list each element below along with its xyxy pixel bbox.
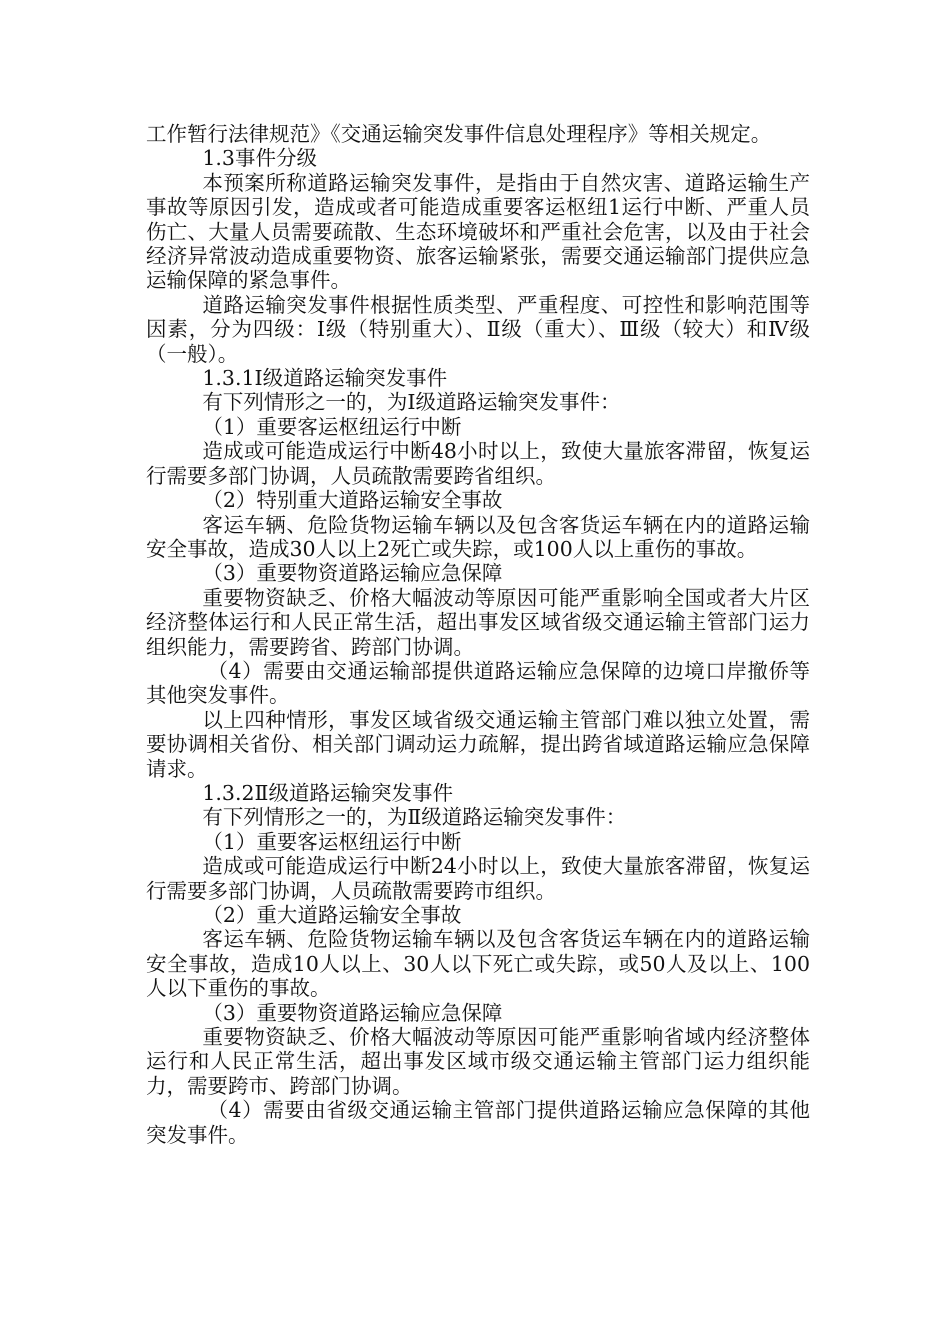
paragraph-level1-4: （4）需要由交通运输部提供道路运输应急保障的边境口岸撤侨等其他突发事件。 [146, 658, 810, 708]
item-heading-level2-2: （2）重大道路运输安全事故 [202, 903, 462, 927]
paragraph-level1-3: 重要物资缺乏、价格大幅波动等原因可能严重影响全国或者大片区经济整体运行和人民正常生活，超出事发区域省级交通运输主管部门运力组织能力，需要跨省、跨部门协调。 [146, 585, 810, 659]
paragraph-definition: 本预案所称道路运输突发事件，是指由于自然灾害、道路运输生产事故等原因引发，造成或者可能造成重要客运枢纽1运行中断、严重人员伤亡、大量人员需要疏散、生态环境破坏和严重社会危害，以及由于社会经济异常波动造成重要物资、旅客运输紧张，需要交通运输部门提供应急运输保障的紧急事件。 [146, 170, 810, 293]
section-heading-1-3-1: 1.3.1Ⅰ级道路运输突发事件 [202, 366, 448, 391]
section-heading-1-3: 1.3事件分级 [202, 146, 317, 171]
paragraph-continuation: 工作暂行法律规范》《交通运输突发事件信息处理程序》等相关规定。 [146, 122, 772, 146]
paragraph-level1-summary: 以上四种情形，事发区域省级交通运输主管部门难以独立处置，需要协调相关省份、相关部门调动运力疏解，提出跨省域道路运输应急保障请求。 [146, 707, 810, 781]
item-heading-level1-3: （3）重要物资道路运输应急保障 [202, 561, 503, 586]
paragraph-level1-1: 造成或可能造成运行中断48小时以上，致使大量旅客滞留，恢复运行需要多部门协调，人员疏散需要跨省组织。 [146, 439, 810, 488]
paragraph-level2-2: 客运车辆、危险货物运输车辆以及包含客货运车辆在内的道路运输安全事故，造成10人以上、30人以下死亡或失踪，或50人及以上、100人以下重伤的事故。 [146, 927, 810, 1001]
paragraph-level2-4: （4）需要由省级交通运输主管部门提供道路运输应急保障的其他突发事件。 [146, 1098, 810, 1147]
paragraph-level2-intro: 有下列情形之一的，为Ⅱ级道路运输突发事件： [202, 805, 627, 830]
item-heading-level2-1: （1）重要客运枢纽运行中断 [202, 829, 462, 854]
paragraph-level1-2: 客运车辆、危险货物运输车辆以及包含客货运车辆在内的道路运输安全事故，造成30人以上2死亡或失踪，或100人以上重伤的事故。 [146, 512, 810, 561]
document-page [146, 122, 810, 1147]
paragraph-level1-intro: 有下列情形之一的，为Ⅰ级道路运输突发事件： [202, 390, 621, 415]
item-heading-level2-3: （3）重要物资道路运输应急保障 [202, 1000, 503, 1025]
item-heading-level1-2: （2）特别重大道路运输安全事故 [202, 488, 503, 513]
section-heading-1-3-2: 1.3.2Ⅱ级道路运输突发事件 [202, 780, 453, 805]
item-heading-level1-1: （1）重要客运枢纽运行中断 [202, 414, 462, 439]
paragraph-level2-1: 造成或可能造成运行中断24小时以上，致使大量旅客滞留，恢复运行需要多部门协调，人员疏散需要跨市组织。 [146, 854, 810, 903]
paragraph-level2-3: 重要物资缺乏、价格大幅波动等原因可能严重影响省域内经济整体运行和人民正常生活，超出事发区域市级交通运输主管部门运力组织能力，需要跨市、跨部门协调。 [146, 1025, 810, 1098]
paragraph-classification: 道路运输突发事件根据性质类型、严重程度、可控性和影响范围等因素，分为四级：Ⅰ级（特别重大）、Ⅱ级（重大）、Ⅲ级（较大）和Ⅳ级（一般）。 [146, 292, 810, 366]
